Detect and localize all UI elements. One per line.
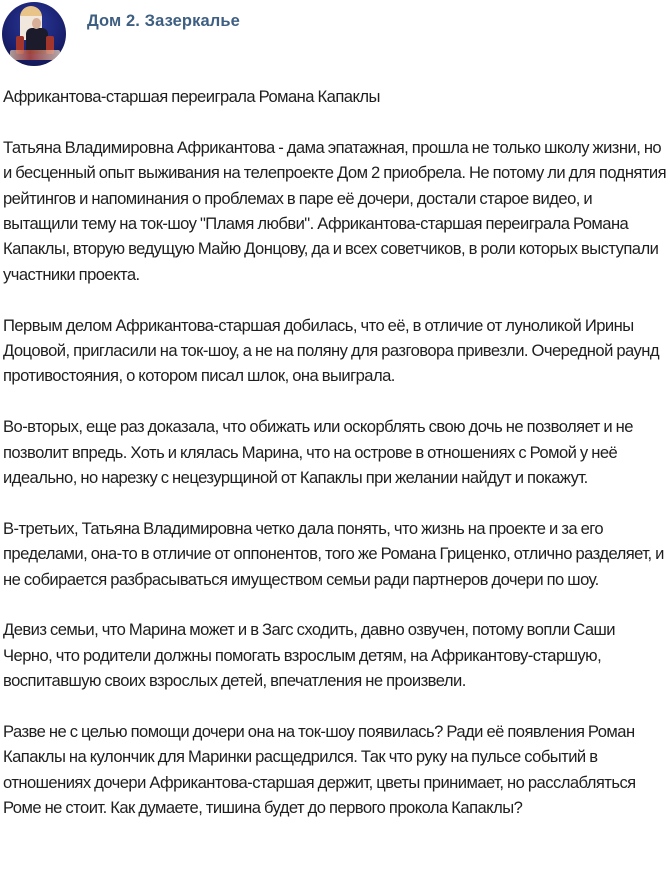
post-header [0,0,670,70]
avatar-figure-man-head [32,18,41,29]
post-body [3,84,667,846]
post-paragraph-2: Первым делом Африкантова-старшая добилась, что её, в отличие от луноликой Ирины Доцовой, пригласили на ток-шоу, а не на поляну для разговора привезли. Очередной раунд противостояния, о котором писал шлок, она выиграла. [3,315,660,386]
group-avatar[interactable] [2,2,66,66]
post-paragraph-1: Татьяна Владимировна Африкантова - дама эпатажная, прошла не только школу жизни, но и бесценный опыт выживания на телепроекте Дом 2 приобрела. Не потому ли для поднятия рейтингов и напоминания о проблемах в паре её дочери, достали старое видео, и вытащили тему на ток-шоу "Пламя любви". Африкантова-старшая переиграла Романа Капаклы, вторую ведущую Майю Донцову, да и всех советчиков, в роли которых выступали участники проекта. [3,137,667,284]
post-paragraph-4: В-третьих, Татьяна Владимировна четко дала понять, что жизнь на проекте и за его пределами, она-то в отличие от оппонентов, того же Романа Гриценко, отлично разделяет, и не собирается разбрасываться имуществом семьи ради партнеров дочери по шоу. [3,518,664,589]
group-name-link[interactable]: Дом 2. Зазеркалье [87,12,240,30]
post-paragraph-3: Во-вторых, еще раз доказала, что обижать или оскорблять свою дочь не позволяет и не позволит впредь. Хоть и клялась Марина, что на острове в отношениях с Ромой у неё идеально, но нарезку с нецезурщиной от Капаклы при желании найдут и покажут. [3,417,633,488]
avatar-caption [10,50,60,60]
post-paragraph-5: Девиз семьи, что Марина может и в Загс сходить, давно озвучен, потому вопли Саши Черно, что родители должны помогать взрослым детям, на Африкантову-старшую, воспитавшую своих взрослых детей, впечатления не произвели. [3,620,616,691]
post-headline: Африкантова-старшая переиграла Романа Капаклы [3,87,380,106]
post-paragraph-6: Разве не с целью помощи дочери она на ток-шоу появилась? Ради её появления Роман Капаклы на кулончик для Маринки расщедрился. Так что руку на пульсе событий в отношениях дочери Африкантова-старшая держит, цветы принимает, но расслабляться Роме не стоит. Как думаете, тишина будет до первого прокола Капаклы? [3,722,636,818]
